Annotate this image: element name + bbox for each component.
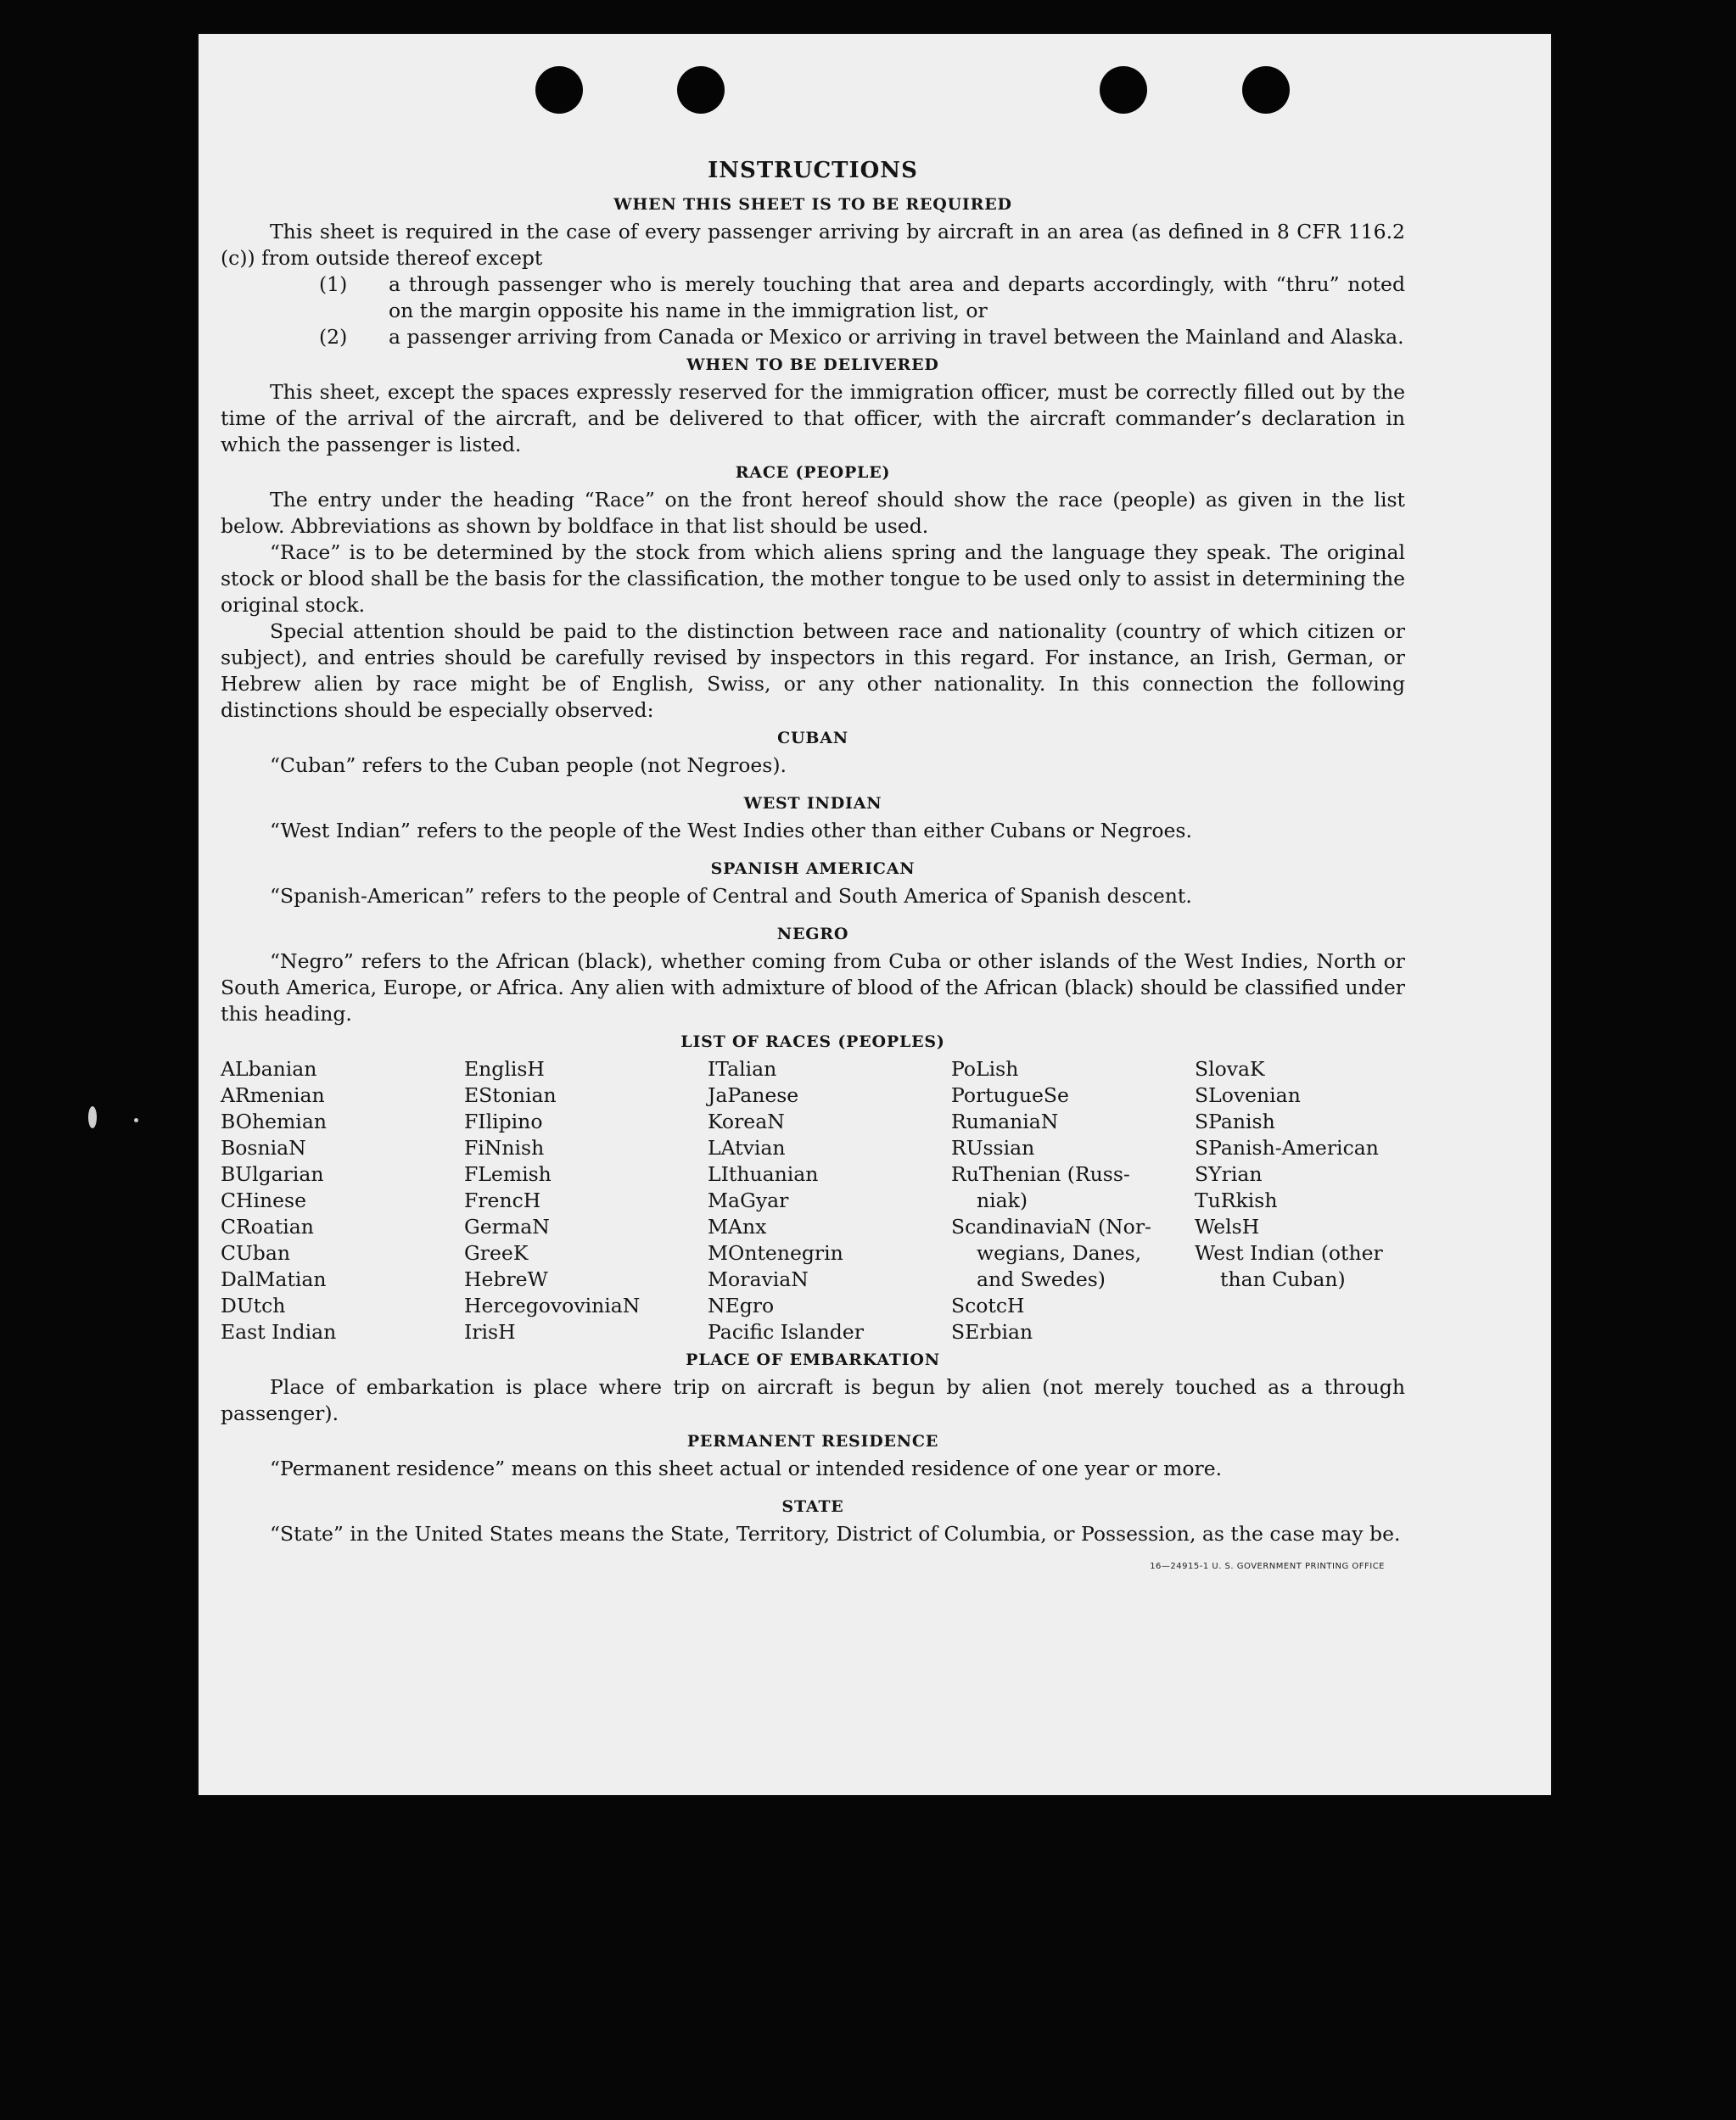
race-entry: RUssian: [951, 1136, 1035, 1160]
race-entry: LAtvian: [708, 1136, 786, 1160]
race-entry: West Indian (other: [1195, 1241, 1383, 1265]
punch-hole: [1242, 66, 1290, 114]
race-entry: SlovaK: [1195, 1057, 1265, 1081]
paragraph: “Negro” refers to the African (black), whether coming from Cuba or other islands of the West Indies, North or South America, Europe, or Africa. Any alien with admixture of blood of the African (black) should be classified under this heading.: [221, 949, 1405, 1026]
race-entry: EnglisH: [464, 1057, 545, 1081]
race-entry: FiNnish: [464, 1136, 545, 1160]
race-entry: ARmenian: [221, 1083, 325, 1107]
race-entry: ALbanian: [221, 1057, 317, 1081]
section-heading: NEGRO: [776, 925, 849, 943]
race-entry: SLovenian: [1195, 1083, 1301, 1107]
race-entry: PortugueSe: [951, 1083, 1069, 1107]
race-entry: Pacific Islander: [708, 1320, 864, 1344]
races-column: [1195, 1056, 1405, 1345]
race-entry: HercegovoviniaN: [464, 1294, 641, 1317]
printing-office-code: 16—24915-1 U. S. GOVERNMENT PRINTING OFFICE: [1150, 1562, 1385, 1571]
race-entry: FIlipino: [464, 1110, 543, 1133]
race-entry: GreeK: [464, 1241, 529, 1265]
race-entry: PoLish: [951, 1057, 1019, 1081]
paragraph: “Spanish-American” refers to the people of Central and South America of Spanish descent.: [270, 884, 1192, 908]
section-heading: PERMANENT RESIDENCE: [686, 1432, 939, 1451]
race-entry: and Swedes): [977, 1267, 1106, 1291]
paragraph: The entry under the heading “Race” on the front hereof should show the race (people) as given in the list below. Abbreviations as shown by boldface in that list should be used.: [221, 488, 1405, 538]
paragraph: “Race” is to be determined by the stock from which aliens spring and the language they speak. The original stock or blood shall be the basis for the classification, the mother tongue to be used only to assist in determining the original stock.: [221, 540, 1405, 617]
paragraph: “Cuban” refers to the Cuban people (not Negroes).: [270, 753, 787, 777]
race-entry: RumaniaN: [951, 1110, 1059, 1133]
race-entry: WelsH: [1195, 1215, 1260, 1239]
race-entry: MOntenegrin: [708, 1241, 843, 1265]
race-entry: FLemish: [464, 1162, 552, 1186]
race-entry: IrisH: [464, 1320, 516, 1344]
section-heading: CUBAN: [777, 729, 848, 747]
race-entry: SYrian: [1195, 1162, 1263, 1186]
race-entry: MaGyar: [708, 1189, 789, 1212]
section-heading: RACE (PEOPLE): [735, 463, 891, 482]
section-heading: WHEN TO BE DELIVERED: [686, 355, 939, 374]
section-heading: WHEN THIS SHEET IS TO BE REQUIRED: [613, 195, 1012, 214]
race-entry: SPanish: [1195, 1110, 1275, 1133]
film-speck: [134, 1118, 138, 1122]
race-entry: JaPanese: [708, 1083, 799, 1107]
race-entry: EStonian: [464, 1083, 557, 1107]
section-heading: LIST OF RACES (PEOPLES): [680, 1032, 945, 1051]
race-entry: KoreaN: [708, 1110, 785, 1133]
section-heading: WEST INDIAN: [743, 794, 882, 813]
race-entry: than Cuban): [1220, 1267, 1346, 1291]
races-column: [221, 1056, 464, 1345]
race-entry: FrencH: [464, 1189, 541, 1212]
race-entry: BUlgarian: [221, 1162, 324, 1186]
section-heading: SPANISH AMERICAN: [710, 859, 916, 878]
punch-hole: [677, 66, 725, 114]
race-entry: TuRkish: [1195, 1189, 1278, 1212]
document-page: [199, 34, 1551, 1795]
race-entry: CUban: [221, 1241, 290, 1265]
race-entry: SPanish-American: [1195, 1136, 1379, 1160]
race-entry: ScandinaviaN (Nor-: [951, 1215, 1151, 1239]
race-entry: ITalian: [708, 1057, 777, 1081]
race-entry: MoraviaN: [708, 1267, 809, 1291]
race-entry: East Indian: [221, 1320, 337, 1344]
page-title: INSTRUCTIONS: [708, 158, 918, 183]
race-entry: niak): [977, 1189, 1028, 1212]
race-entry: MAnx: [708, 1215, 767, 1239]
paragraph: “Permanent residence” means on this sheet actual or intended residence of one year or more.: [270, 1457, 1223, 1480]
race-entry: NEgro: [708, 1294, 775, 1317]
races-column: [708, 1056, 951, 1345]
list-item: (1) a through passenger who is merely touching that area and departs accordingly, with “thru” noted on the margin opposite his name in the immigration list, or: [319, 272, 1405, 322]
race-entry: wegians, Danes,: [977, 1241, 1142, 1265]
race-entry: CHinese: [221, 1189, 306, 1212]
paragraph: Special attention should be paid to the distinction between race and nationality (country of which citizen or subject), and entries should be carefully revised by inspectors in this regard. For instance, an Irish, German, or Hebrew alien by race might be of English, Swiss, or any other nationality. In this connection the following distinctions should be especially observed:: [221, 619, 1405, 722]
races-column: [951, 1056, 1195, 1345]
paragraph: “State” in the United States means the State, Territory, District of Columbia, or Possession, as the case may be.: [270, 1522, 1401, 1546]
section-heading: STATE: [781, 1497, 844, 1516]
paragraph: This sheet is required in the case of every passenger arriving by aircraft in an area (as defined in 8 CFR 116.2 (c)) from outside thereof except: [221, 220, 1405, 270]
paragraph: Place of embarkation is place where trip on aircraft is begun by alien (not merely touched as a through passenger).: [221, 1375, 1405, 1425]
instructions-content: [221, 156, 1405, 1571]
race-entry: GermaN: [464, 1215, 550, 1239]
film-speck: [88, 1106, 97, 1128]
punch-hole: [535, 66, 583, 114]
races-list: [221, 1056, 1405, 1345]
race-entry: ScotcH: [951, 1294, 1025, 1317]
race-entry: BOhemian: [221, 1110, 327, 1133]
punch-hole: [1100, 66, 1147, 114]
section-heading: PLACE OF EMBARKATION: [686, 1351, 940, 1369]
paragraph: “West Indian” refers to the people of the West Indies other than either Cubans or Negroes.: [270, 819, 1192, 842]
race-entry: DUtch: [221, 1294, 286, 1317]
race-entry: DalMatian: [221, 1267, 327, 1291]
race-entry: LIthuanian: [708, 1162, 819, 1186]
list-item: (2) a passenger arriving from Canada or Mexico or arriving in travel between the Mainland and Alaska.: [319, 325, 1404, 349]
races-column: [464, 1056, 708, 1345]
race-entry: RuThenian (Russ-: [951, 1162, 1130, 1186]
race-entry: CRoatian: [221, 1215, 314, 1239]
state-section: [221, 1521, 1405, 1571]
race-entry: HebreW: [464, 1267, 548, 1291]
paragraph: This sheet, except the spaces expressly reserved for the immigration officer, must be correctly filled out by the time of the arrival of the aircraft, and be delivered to that officer, with the aircraft commander’s declaration in which the passenger is listed.: [221, 380, 1405, 456]
race-entry: SErbian: [951, 1320, 1033, 1344]
race-entry: BosniaN: [221, 1136, 306, 1160]
